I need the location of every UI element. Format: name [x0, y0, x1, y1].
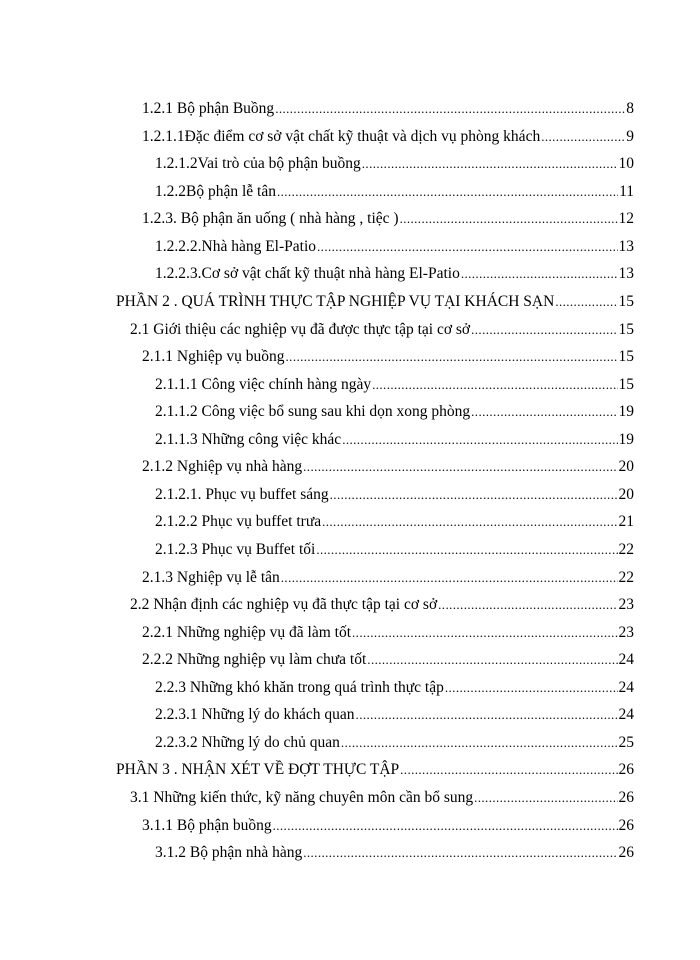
toc-entry — [142, 124, 634, 146]
toc-entry — [155, 509, 634, 531]
toc-entry — [142, 813, 634, 835]
toc-entry — [142, 454, 634, 476]
toc-dot-leader — [275, 102, 625, 116]
toc-entry — [155, 482, 634, 504]
toc-entry-label: 2.1.3 Nghiệp vụ lễ tân — [142, 569, 280, 586]
toc-entry-label: 2.2.3 Những khó khăn trong quá trình thực tập — [155, 679, 444, 696]
toc-entry-label: 1.2.2.3.Cơ sở vật chất kỹ thuật nhà hàng El-Patio — [155, 265, 460, 282]
toc-entry-page: 12 — [618, 210, 634, 227]
toc-entry — [155, 427, 634, 449]
toc-dot-leader — [471, 323, 617, 337]
toc-dot-leader — [281, 571, 618, 585]
toc-entry-label: PHẦN 2 . QUÁ TRÌNH THỰC TẬP NGHIỆP VỤ TẠI KHÁCH SẠN — [116, 293, 555, 310]
toc-dot-leader — [555, 295, 617, 309]
toc-entry-label: 2.1.1.1 Công việc chính hàng ngày — [155, 376, 372, 393]
toc-dot-leader — [362, 157, 618, 171]
toc-dot-leader — [474, 791, 617, 805]
toc-entry-label: 2.1.2.1. Phục vụ buffet sáng — [155, 486, 329, 503]
toc-entry — [155, 179, 634, 201]
toc-entry — [142, 206, 634, 228]
toc-entry — [155, 840, 634, 862]
toc-entry — [142, 647, 634, 669]
toc-entry — [142, 565, 634, 587]
toc-entry-page: 15 — [618, 321, 634, 338]
toc-entry — [155, 399, 634, 421]
toc-dot-leader — [286, 350, 618, 364]
toc-entry-label: 2.1 Giới thiệu các nghiệp vụ đã được thực tập tại cơ sở — [130, 321, 471, 338]
toc-entry-label: 1.2.2.2.Nhà hàng El-Patio — [155, 238, 317, 255]
toc-entry — [155, 151, 634, 173]
toc-entry-page: 24 — [618, 651, 634, 668]
toc-entry — [155, 537, 634, 559]
toc-entry-page: 10 — [618, 155, 634, 172]
toc-entry-page: 22 — [618, 569, 634, 586]
toc-entry-label: 2.1.1.3 Những công việc khác — [155, 431, 342, 448]
toc-dot-leader — [273, 819, 618, 833]
toc-entry-label: 2.2.2 Những nghiệp vụ làm chưa tốt — [142, 651, 367, 668]
toc-entry-label: 2.2.3.1 Những lý do khách quan — [155, 706, 355, 723]
toc-entry — [155, 730, 634, 752]
toc-dot-leader — [303, 460, 617, 474]
toc-entry-page: 21 — [618, 513, 634, 530]
toc-dot-leader — [330, 488, 618, 502]
toc-entry-label: 1.2.2Bộ phận lễ tân — [155, 183, 276, 200]
toc-dot-leader — [541, 130, 625, 144]
toc-entry-page: 26 — [618, 761, 634, 778]
toc-entry-page: 9 — [626, 128, 634, 145]
toc-entry-page: 26 — [618, 844, 634, 861]
toc-entry — [130, 317, 634, 339]
toc-entry — [142, 96, 634, 118]
toc-dot-leader — [316, 543, 617, 557]
toc-entry-label: 2.2 Nhận định các nghiệp vụ đã thực tập tại cơ sở — [130, 596, 438, 613]
toc-entry-page: 15 — [618, 348, 634, 365]
toc-entry — [142, 620, 634, 642]
toc-entry-page: 26 — [618, 817, 634, 834]
toc-dot-leader — [445, 681, 618, 695]
toc-entry-page: 26 — [618, 789, 634, 806]
toc-dot-leader — [367, 653, 617, 667]
toc-entry-page: 13 — [618, 265, 634, 282]
toc-dot-leader — [356, 708, 618, 722]
toc-entry-label: 2.1.2.3 Phục vụ Buffet tối — [155, 541, 316, 558]
toc-entry-page: 11 — [619, 183, 634, 200]
toc-dot-leader — [317, 240, 617, 254]
toc-entry-page: 24 — [618, 679, 634, 696]
toc-dot-leader — [352, 626, 617, 640]
toc-entry — [155, 372, 634, 394]
toc-entry-page: 8 — [626, 100, 634, 117]
toc-entry-page: 15 — [618, 293, 634, 310]
toc-entry-label: 1.2.1 Bộ phận Buồng — [142, 100, 275, 117]
toc-dot-leader — [471, 405, 617, 419]
toc-entry-label: 3.1.2 Bộ phận nhà hàng — [155, 844, 303, 861]
toc-entry-page: 20 — [618, 458, 634, 475]
toc-entry-page: 25 — [618, 734, 634, 751]
toc-dot-leader — [341, 736, 618, 750]
toc-entry-label: 2.1.1 Nghiệp vụ buồng — [142, 348, 285, 365]
toc-entry-label: 3.1 Những kiến thức, kỹ năng chuyên môn cần bổ sung — [130, 789, 474, 806]
toc-entry — [155, 261, 634, 283]
toc-entry-label: 2.1.2 Nghiệp vụ nhà hàng — [142, 458, 303, 475]
toc-entry-label: 1.2.3. Bộ phận ăn uống ( nhà hàng , tiệc ) — [142, 210, 399, 227]
toc-dot-leader — [322, 515, 617, 529]
toc-dot-leader — [438, 598, 617, 612]
toc-entry-page: 19 — [618, 403, 634, 420]
toc-dot-leader — [277, 185, 618, 199]
toc-entry-page: 23 — [618, 624, 634, 641]
toc-entry — [130, 785, 634, 807]
toc-dot-leader — [342, 433, 617, 447]
toc-entry — [155, 675, 634, 697]
toc-entry-page: 20 — [618, 486, 634, 503]
toc-entry-label: PHẦN 3 . NHẬN XÉT VỀ ĐỢT THỰC TẬP — [116, 761, 400, 778]
toc-entry-part — [116, 757, 634, 779]
toc-entry — [130, 592, 634, 614]
toc-dot-leader — [303, 846, 617, 860]
toc-entry — [155, 702, 634, 724]
toc-entry-label: 2.1.2.2 Phục vụ buffet trưa — [155, 513, 322, 530]
toc-entry-label: 1.2.1.1Đặc điểm cơ sở vật chất kỹ thuật và dịch vụ phòng khách — [142, 128, 541, 145]
toc-entry-label: 1.2.1.2Vai trò của bộ phận buồng — [155, 155, 361, 172]
toc-entry-label: 3.1.1 Bộ phận buồng — [142, 817, 272, 834]
toc-dot-leader — [461, 267, 618, 281]
toc-entry-page: 15 — [618, 376, 634, 393]
toc-entry-label: 2.1.1.2 Công việc bổ sung sau khi dọn xong phòng — [155, 403, 471, 420]
toc-entry-label: 2.2.3.2 Những lý do chủ quan — [155, 734, 340, 751]
toc-entry — [155, 234, 634, 256]
toc-entry-page: 24 — [618, 706, 634, 723]
toc-entry-page: 19 — [618, 431, 634, 448]
toc-entry-label: 2.2.1 Những nghiệp vụ đã làm tốt — [142, 624, 352, 641]
toc-entry — [142, 344, 634, 366]
toc-dot-leader — [400, 212, 618, 226]
toc-entry-part — [116, 289, 634, 311]
toc-dot-leader — [372, 378, 617, 392]
toc-entry-page: 23 — [618, 596, 634, 613]
toc-dot-leader — [400, 763, 617, 777]
toc-entry-page: 13 — [618, 238, 634, 255]
toc-entry-page: 22 — [618, 541, 634, 558]
